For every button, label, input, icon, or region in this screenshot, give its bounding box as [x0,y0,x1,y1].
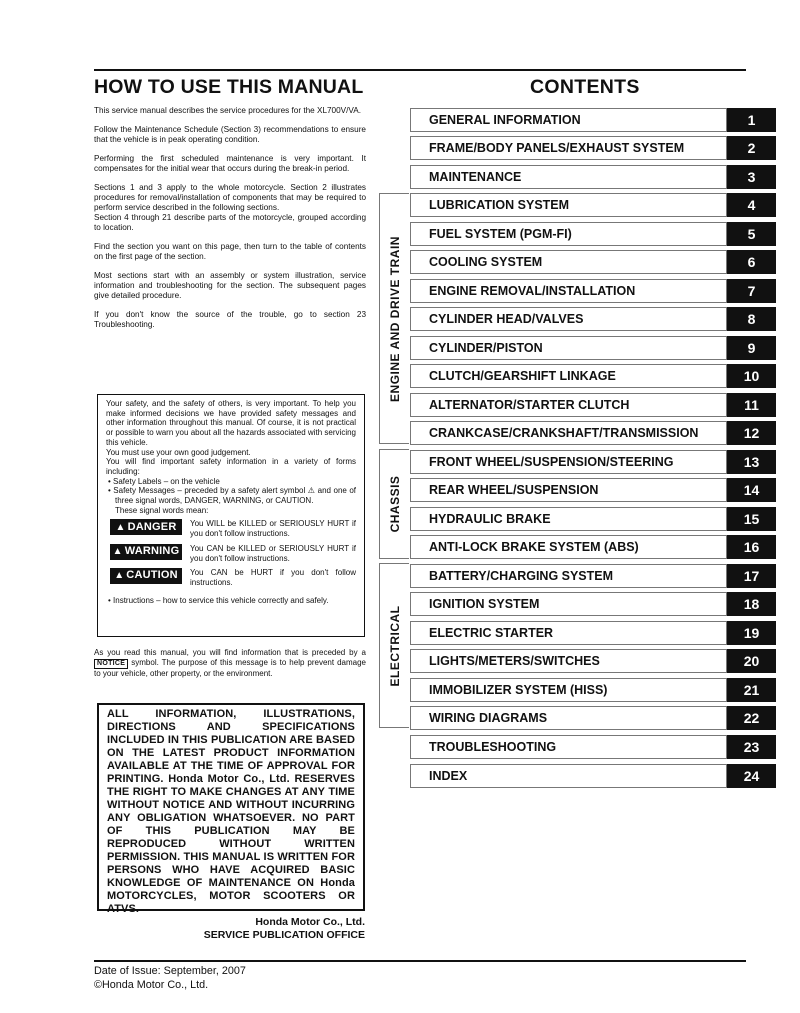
toc-label: ANTI-LOCK BRAKE SYSTEM (ABS) [410,535,727,559]
toc-row[interactable] [410,621,776,645]
toc-row[interactable] [410,706,776,730]
signal-word: DANGER [127,520,177,533]
toc-row[interactable] [410,364,776,388]
toc-label: IMMOBILIZER SYSTEM (HISS) [410,678,727,702]
alert-triangle-icon: ▲ [115,521,126,533]
toc-section-number: 6 [727,250,776,274]
toc-section-number: 2 [727,136,776,160]
toc-section-number: 18 [727,592,776,616]
toc-label: LUBRICATION SYSTEM [410,193,727,217]
toc-section-number: 11 [727,393,776,417]
toc-label: COOLING SYSTEM [410,250,727,274]
toc-label: MAINTENANCE [410,165,727,189]
toc-row[interactable] [410,193,776,217]
toc-row[interactable] [410,507,776,531]
toc-label: FRAME/BODY PANELS/EXHAUST SYSTEM [410,136,727,160]
toc-row[interactable] [410,535,776,559]
toc-label: CYLINDER/PISTON [410,336,727,360]
toc-section-number: 15 [727,507,776,531]
signal-text: You WILL be KILLED or SERIOUSLY HURT if you don't follow instructions. [190,519,356,539]
group-chassis [379,449,409,559]
toc-row[interactable] [410,678,776,702]
top-rule [94,69,746,71]
toc-row[interactable] [410,450,776,474]
caution-badge [110,568,182,584]
bottom-rule [94,960,746,962]
group-engine-drive-train [379,193,409,444]
toc-section-number: 8 [727,307,776,331]
intro-paragraph: This service manual describes the service procedures for the XL700V/VA. [94,106,361,115]
toc-label: FUEL SYSTEM (PGM-FI) [410,222,727,246]
copyright: ©Honda Motor Co., Ltd. [94,979,209,991]
toc-section-number: 17 [727,564,776,588]
toc-label: TROUBLESHOOTING [410,735,727,759]
toc-section-number: 22 [727,706,776,730]
safety-bullet: • Safety Messages – preceded by a safety alert symbol ⚠ and one of three signal words, DANGER, WARNING, or CAUTION. [108,486,356,506]
toc-row[interactable] [410,764,776,788]
toc-section-number: 13 [727,450,776,474]
toc-row[interactable] [410,307,776,331]
toc-row[interactable] [410,250,776,274]
toc-label: REAR WHEEL/SUSPENSION [410,478,727,502]
signal-word: CAUTION [126,569,178,582]
group-electrical [379,563,409,728]
alert-triangle-icon: ▲ [114,570,125,582]
toc-section-number: 19 [727,621,776,645]
toc-label: GENERAL INFORMATION [410,108,727,132]
toc-label: CRANKCASE/CRANKSHAFT/TRANSMISSION [410,421,727,445]
safety-bullet: • Safety Labels – on the vehicle [108,476,220,486]
toc-label: IGNITION SYSTEM [410,592,727,616]
toc-row[interactable] [410,222,776,246]
notice-text-after: symbol. The purpose of this message is to help prevent damage to your vehicle, other property, or the environment. [94,658,366,678]
toc-row[interactable] [410,279,776,303]
toc-label: ENGINE REMOVAL/INSTALLATION [410,279,727,303]
intro-paragraph: Find the section you want on this page, then turn to the table of contents on the first page of the section. [94,242,366,261]
toc-row[interactable] [410,421,776,445]
company-name: Honda Motor Co., Ltd. [255,916,365,928]
toc-label: WIRING DIAGRAMS [410,706,727,730]
intro-text [94,106,366,339]
signal-word: WARNING [124,544,180,557]
toc-label: CLUTCH/GEARSHIFT LINKAGE [410,364,727,388]
toc-section-number: 3 [727,165,776,189]
intro-paragraph: Follow the Maintenance Schedule (Section 3) recommendations to ensure that the vehicle is in peak operating condition. [94,125,366,144]
issue-date: Date of Issue: September, 2007 [94,965,246,977]
warning-badge [110,544,182,560]
toc-section-number: 16 [727,535,776,559]
issue-block [94,964,246,992]
safety-paragraph: You must use your own good judgement. [106,447,251,457]
signal-row-caution [110,568,356,587]
toc-label: HYDRAULIC BRAKE [410,507,727,531]
toc-row[interactable] [410,165,776,189]
toc-row[interactable] [410,649,776,673]
toc-label: LIGHTS/METERS/SWITCHES [410,649,727,673]
toc-section-number: 23 [727,735,776,759]
signal-row-warning [110,544,356,563]
toc-section-number: 24 [727,764,776,788]
toc-section-number: 4 [727,193,776,217]
intro-paragraph: Most sections start with an assembly or system illustration, service information and troubleshooting for the section. The subsequent pages give detailed procedure. [94,271,366,300]
toc-section-number: 9 [727,336,776,360]
notice-tag: NOTICE [94,659,128,669]
intro-paragraph: Section 4 through 21 describe parts of the motorcycle, grouped according to location. [94,213,366,232]
contents-title: CONTENTS [530,76,640,98]
safety-paragraph: You will find important safety information in a variety of forms including: [106,457,356,476]
toc-section-number: 14 [727,478,776,502]
toc-row[interactable] [410,564,776,588]
signal-row-danger [110,519,356,538]
toc-row[interactable] [410,592,776,616]
safety-bullet: • Instructions – how to service this vehicle correctly and safely. [108,595,329,605]
toc-section-number: 5 [727,222,776,246]
toc-section-number: 21 [727,678,776,702]
toc-label: ALTERNATOR/STARTER CLUTCH [410,393,727,417]
toc-section-number: 1 [727,108,776,132]
alert-triangle-icon: ▲ [112,545,123,557]
safety-box [97,394,365,637]
signal-text: You CAN be HURT if you don't follow instructions. [190,568,356,587]
legal-notice-box: ALL INFORMATION, ILLUSTRATIONS, DIRECTIONS AND SPECIFICATIONS INCLUDED IN THIS PUBLICATION ARE BASED ON THE LATEST PRODUCT INFORMATION AVAILABLE AT THE TIME OF APPROVAL FOR PRINTING. Honda Motor Co., Ltd. RESERVES THE RIGHT TO MAKE CHANGES AT ANY TIME WITHOUT NOTICE AND WITHOUT INCURRING ANY OBLIGATION WHATSOEVER. NO PART OF THIS PUBLICATION MAY BE REPRODUCED WITHOUT WRITTEN PERMISSION. THIS MANUAL IS WRITTEN FOR PERSONS WHO HAVE ACQUIRED BASIC KNOWLEDGE OF MAINTENANCE ON Honda MOTORCYCLES, MOTOR SCOOTERS OR ATVS. [97,703,365,911]
signal-text: You CAN be KILLED or SERIOUSLY HURT if you don't follow instructions. [190,543,356,563]
intro-paragraph: If you don't know the source of the trouble, go to section 23 Troubleshooting. [94,310,366,329]
toc-row[interactable] [410,108,776,132]
group-label: ELECTRICAL [387,605,402,686]
intro-paragraph: Sections 1 and 3 apply to the whole motorcycle. Section 2 illustrates procedures for removal/installation of components that may be required to perform service described in the following sections. [94,183,366,212]
toc-row[interactable] [410,136,776,160]
toc-row[interactable] [410,393,776,417]
page-title: HOW TO USE THIS MANUAL [94,76,364,98]
toc-label: FRONT WHEEL/SUSPENSION/STEERING [410,450,727,474]
toc-label: ELECTRIC STARTER [410,621,727,645]
group-label: ENGINE AND DRIVE TRAIN [387,235,402,402]
toc-label: INDEX [410,764,727,788]
group-label: CHASSIS [387,475,402,533]
danger-badge [110,519,182,535]
company-block [204,916,365,942]
safety-bullet-sub: These signal words mean: [115,505,209,515]
toc-row[interactable] [410,336,776,360]
toc-row[interactable] [410,478,776,502]
toc-section-number: 10 [727,364,776,388]
company-office: SERVICE PUBLICATION OFFICE [203,929,365,941]
toc-section-number: 7 [727,279,776,303]
toc-row[interactable] [410,735,776,759]
toc-section-number: 12 [727,421,776,445]
intro-paragraph: Performing the first scheduled maintenance is very important. It compensates for the initial wear that occurs during the break-in period. [94,154,366,173]
toc-section-number: 20 [727,649,776,673]
safety-paragraph: Your safety, and the safety of others, is very important. To help you make informed decisions we have provided safety messages and other information throughout this manual. Of course, it is not practical or possible to warn you about all the hazards associated with servicing this vehicle. [106,399,356,447]
toc-label: BATTERY/CHARGING SYSTEM [410,564,727,588]
notice-text-before: As you read this manual, you will find information that is preceded by a [94,648,366,657]
toc-label: CYLINDER HEAD/VALVES [410,307,727,331]
notice-paragraph [94,648,366,679]
